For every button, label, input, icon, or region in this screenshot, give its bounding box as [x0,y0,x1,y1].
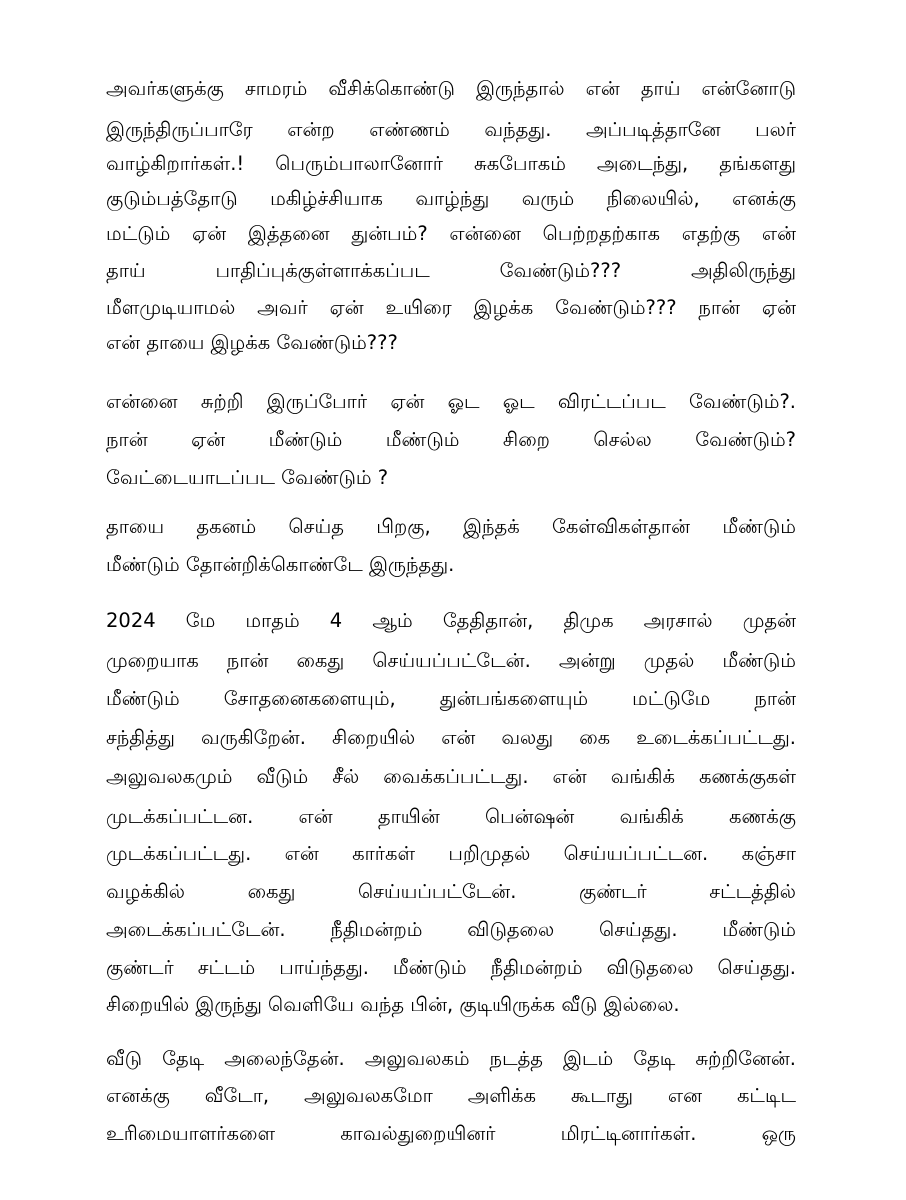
paragraph-2-line-2: நான் ஏன் மீண்டும் மீண்டும் சிறை செல்ல வேண்டும்? [106,428,796,451]
paragraph-4-line-4: சந்தித்து வருகிறேன். சிறையில் என் வலது கை உடைக்கப்பட்டது. [106,726,796,749]
paragraph-5-line-3: உரிமையாளர்களை காவல்துறையினர் மிரட்டினார்கள். ஒரு [106,1122,796,1145]
paragraph-1-line-8: என் தாயை இழக்க வேண்டும்??? [106,331,398,354]
paragraph-4-line-6: முடக்கப்பட்டன. என் தாயின் பென்ஷன் வங்கிக் கணக்கு [106,805,796,828]
paragraph-4-line-11: சிறையில் இருந்து வெளியே வந்த பின், குடியிருக்க வீடு இல்லை. [106,993,680,1016]
paragraph-1-line-1: அவர்களுக்கு சாமரம் வீசிக்கொண்டு இருந்தால் என் தாய் என்னோடு [106,77,796,100]
paragraph-2-line-1: என்னை சுற்றி இருப்போர் ஏன் ஓட ஓட விரட்டப்பட வேண்டும்?. [106,390,796,413]
paragraph-4-line-10: குண்டர் சட்டம் பாய்ந்தது. மீண்டும் நீதிமன்றம் விடுதலை செய்தது. [106,956,796,979]
paragraph-4-line-5: அலுவலகமும் வீடும் சீல் வைக்கப்பட்டது. என் வங்கிக் கணக்குகள் [106,765,796,788]
paragraph-3-line-2: மீண்டும் தோன்றிக்கொண்டே இருந்தது. [106,553,455,576]
paragraph-4-line-7: முடக்கப்பட்டது. என் கார்கள் பறிமுதல் செய்யப்பட்டன. கஞ்சா [106,842,796,865]
paragraph-4-line-1: 2024 மே மாதம் 4 ஆம் தேதிதான், திமுக அரசால் முதன் [106,609,796,632]
paragraph-4-line-2: முறையாக நான் கைது செய்யப்பட்டேன். அன்று முதல் மீண்டும் [106,649,796,672]
paragraph-1-line-7: மீளமுடியாமல் அவர் ஏன் உயிரை இழக்க வேண்டும்??? நான் ஏன் [106,296,796,319]
paragraph-1-line-6: தாய் பாதிப்புக்குள்ளாக்கப்பட வேண்டும்??? அதிலிருந்து [106,259,796,282]
paragraph-1-line-3: வாழ்கிறார்கள்.! பெரும்பாலானோர் சுகபோகம் அடைந்து, தங்களது [106,152,796,175]
paragraph-2-line-3: வேட்டையாடப்பட வேண்டும் ? [106,466,389,489]
paragraph-1-line-2: இருந்திருப்பாரே என்ற எண்ணம் வந்தது. அப்படித்தானே பலர் [106,118,796,141]
paragraph-5-line-2: எனக்கு வீடோ, அலுவலகமோ அளிக்க கூடாது என கட்டிட [106,1084,796,1107]
paragraph-4-line-9: அடைக்கப்பட்டேன். நீதிமன்றம் விடுதலை செய்தது. மீண்டும் [106,918,796,941]
paragraph-1-line-4: குடும்பத்தோடு மகிழ்ச்சியாக வாழ்ந்து வரும் நிலையில், எனக்கு [106,187,796,210]
paragraph-4-line-8: வழக்கில் கைது செய்யப்பட்டேன். குண்டர் சட்டத்தில் [106,880,796,903]
paragraph-5-line-1: வீடு தேடி அலைந்தேன். அலுவலகம் நடத்த இடம் தேடி சுற்றினேன். [106,1047,796,1070]
paragraph-1-line-5: மட்டும் ஏன் இத்தனை துன்பம்? என்னை பெற்றதற்காக எதற்கு என் [106,222,796,245]
paragraph-3-line-1: தாயை தகனம் செய்த பிறகு, இந்தக் கேள்விகள்தான் மீண்டும் [106,515,796,538]
paragraph-4-line-3: மீண்டும் சோதனைகளையும், துன்பங்களையும் மட்டுமே நான் [106,687,796,710]
